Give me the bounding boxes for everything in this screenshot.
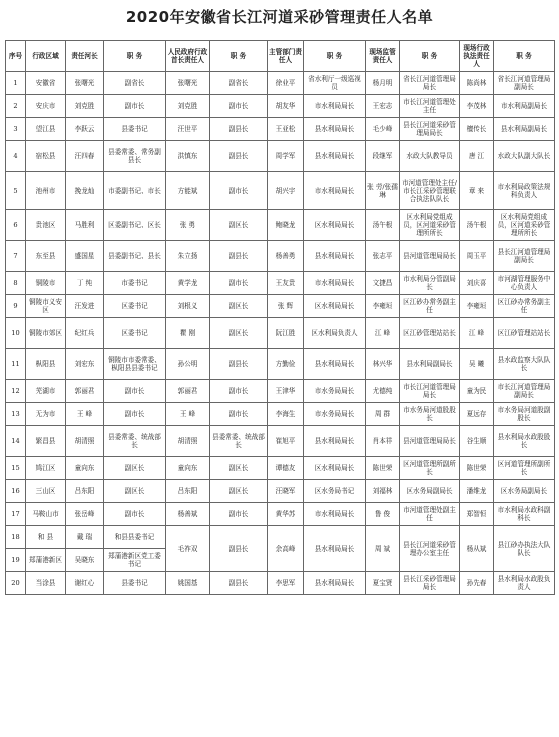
cell-gov-head: 刘克胜	[166, 95, 210, 118]
cell-gov-head: 郭丽君	[166, 380, 210, 403]
cell-enforcement-head: 孙先春	[460, 572, 494, 595]
cell-gov-head: 杨善斌	[166, 503, 210, 526]
cell-enforcement-head-title: 县水政监察大队队长	[494, 349, 555, 380]
table-row	[6, 210, 555, 241]
cell-index: 18	[6, 526, 26, 549]
cell-site-supervisor-title: 县河道管理局局长	[400, 426, 460, 457]
cell-region: 三山区	[26, 480, 66, 503]
cell-enforcement-head-title: 市长江河道管理局副局长	[494, 380, 555, 403]
cell-river-chief: 李跃云	[66, 118, 104, 141]
table-row	[6, 380, 555, 403]
cell-gov-head: 张曙光	[166, 72, 210, 95]
cell-river-chief-title: 县委常委、统战部长	[104, 426, 166, 457]
cell-region: 鸠江区	[26, 457, 66, 480]
cell-index: 5	[6, 172, 26, 210]
cell-dept-head: 阮江胜	[268, 318, 304, 349]
cell-dept-head: 方勤俭	[268, 349, 304, 380]
cell-river-chief-title: 县委书记	[104, 118, 166, 141]
cell-gov-head-title: 副市长	[210, 380, 268, 403]
cell-site-supervisor-title: 省长江河道管理局局长	[400, 72, 460, 95]
table-body	[6, 72, 555, 595]
cell-river-chief-title: 副市长	[104, 503, 166, 526]
cell-site-supervisor-title: 县长江河道采砂管理办公室主任	[400, 526, 460, 572]
cell-dept-head: 徐业平	[268, 72, 304, 95]
cell-gov-head-title: 副区长	[210, 480, 268, 503]
cell-river-chief-title: 区委书记	[104, 295, 166, 318]
cell-index: 6	[6, 210, 26, 241]
cell-site-supervisor-title: 区水务局副局长	[400, 480, 460, 503]
cell-site-supervisor-title: 区水利局党组成员，区河道采砂管理所所长	[400, 210, 460, 241]
cell-enforcement-head-title: 市水利局水政科副科长	[494, 503, 555, 526]
cell-gov-head: 胡清照	[166, 426, 210, 457]
cell-index: 1	[6, 72, 26, 95]
cell-gov-head: 汪世平	[166, 118, 210, 141]
cell-site-supervisor: 张志平	[366, 241, 400, 272]
table-row	[6, 480, 555, 503]
cell-gov-head: 童向东	[166, 457, 210, 480]
cell-site-supervisor: 鲁 俊	[366, 503, 400, 526]
cell-dept-head: 黄华苏	[268, 503, 304, 526]
table-row	[6, 172, 555, 210]
cell-river-chief-title: 县委常委、常务副县长	[104, 141, 166, 172]
header-site-supervisor: 现场监管责任人	[366, 41, 400, 72]
table-row	[6, 572, 555, 595]
cell-enforcement-head: 杨从斌	[460, 526, 494, 572]
cell-enforcement-head: 周玉平	[460, 241, 494, 272]
cell-gov-head: 瞿 刚	[166, 318, 210, 349]
cell-river-chief: 谢红心	[66, 572, 104, 595]
cell-river-chief: 汪发进	[66, 295, 104, 318]
cell-enforcement-head: 潘维龙	[460, 480, 494, 503]
cell-region: 安庆市	[26, 95, 66, 118]
cell-enforcement-head-title: 县水利局水政股股长	[494, 426, 555, 457]
cell-site-supervisor-title: 区河道管理所副所长	[400, 457, 460, 480]
cell-river-chief: 挽龙灿	[66, 172, 104, 210]
cell-gov-head: 毛祚双	[166, 526, 210, 572]
cell-dept-head-title: 县水利局局长	[304, 241, 366, 272]
cell-dept-head-title: 市水务局局长	[304, 403, 366, 426]
cell-gov-head: 刘根义	[166, 295, 210, 318]
cell-dept-head: 王亚松	[268, 118, 304, 141]
cell-dept-head-title: 县水利局局长	[304, 118, 366, 141]
cell-river-chief: 王 峰	[66, 403, 104, 426]
cell-index: 12	[6, 380, 26, 403]
cell-dept-head-title: 区水利局负责人	[304, 318, 366, 349]
cell-index: 10	[6, 318, 26, 349]
cell-dept-head: 王友贵	[268, 272, 304, 295]
cell-gov-head-title: 副市长	[210, 95, 268, 118]
cell-dept-head-title: 县水利局局长	[304, 349, 366, 380]
cell-gov-head-title: 副区长	[210, 210, 268, 241]
cell-site-supervisor: 夏宝贤	[366, 572, 400, 595]
cell-dept-head: 谭德友	[268, 457, 304, 480]
cell-river-chief-title: 铜陵市市委常委、枞阳县县委书记	[104, 349, 166, 380]
cell-enforcement-head: 郑智恒	[460, 503, 494, 526]
cell-index: 20	[6, 572, 26, 595]
cell-gov-head-title: 副市长	[210, 403, 268, 426]
cell-site-supervisor: 文捷昌	[366, 272, 400, 295]
header-index: 序号	[6, 41, 26, 72]
cell-dept-head-title: 区水利局局长	[304, 295, 366, 318]
cell-index: 2	[6, 95, 26, 118]
cell-dept-head: 胡兴宇	[268, 172, 304, 210]
cell-site-supervisor: 杨月明	[366, 72, 400, 95]
header-enforcement-head: 现场行政执法责任人	[460, 41, 494, 72]
document-title: 2020年安徽省长江河道采砂管理责任人名单	[125, 8, 434, 26]
cell-index: 3	[6, 118, 26, 141]
cell-gov-head-title: 副县长	[210, 118, 268, 141]
cell-enforcement-head-title: 区江砂管理站站长	[494, 318, 555, 349]
cell-dept-head-title: 县水利局局长	[304, 426, 366, 457]
cell-dept-head-title: 市水务局局长	[304, 380, 366, 403]
cell-gov-head-title: 副区长	[210, 318, 268, 349]
cell-enforcement-head-title: 区江砂办常务副主任	[494, 295, 555, 318]
cell-site-supervisor: 刘福林	[366, 480, 400, 503]
cell-site-supervisor-title: 县河道管理局局长	[400, 241, 460, 272]
cell-region: 铜陵市	[26, 272, 66, 295]
cell-river-chief-title: 区委副书记、区长	[104, 210, 166, 241]
cell-river-chief-title: 副省长	[104, 72, 166, 95]
cell-river-chief: 张岳峰	[66, 503, 104, 526]
cell-site-supervisor-title: 水政大队教导员	[400, 141, 460, 172]
cell-enforcement-head: 汤午根	[460, 210, 494, 241]
table-row	[6, 241, 555, 272]
cell-river-chief: 郭丽君	[66, 380, 104, 403]
cell-river-chief-title: 郑蒲港新区党工委书记	[104, 549, 166, 572]
cell-enforcement-head: 檀传长	[460, 118, 494, 141]
cell-river-chief-title: 副市长	[104, 380, 166, 403]
cell-river-chief-title: 区委书记	[104, 318, 166, 349]
cell-river-chief: 盛国星	[66, 241, 104, 272]
cell-gov-head-title: 副省长	[210, 72, 268, 95]
cell-region: 铜陵市义安区	[26, 295, 66, 318]
table-row	[6, 118, 555, 141]
cell-gov-head-title: 副县长	[210, 572, 268, 595]
cell-gov-head: 姚国基	[166, 572, 210, 595]
cell-region: 池州市	[26, 172, 66, 210]
cell-site-supervisor-title: 县长江采砂管理局局长	[400, 572, 460, 595]
cell-enforcement-head: 谷生顺	[460, 426, 494, 457]
cell-enforcement-head-title: 水政大队副大队长	[494, 141, 555, 172]
cell-region: 铜陵市郊区	[26, 318, 66, 349]
cell-gov-head: 洪慎东	[166, 141, 210, 172]
cell-site-supervisor-title: 市水利局分管副局长	[400, 272, 460, 295]
header-river-chief-title: 职 务	[104, 41, 166, 72]
cell-enforcement-head: 陈尚林	[460, 72, 494, 95]
cell-river-chief: 刘克胜	[66, 95, 104, 118]
cell-index: 15	[6, 457, 26, 480]
table-row	[6, 526, 555, 549]
cell-enforcement-head-title: 市水利局副局长	[494, 95, 555, 118]
header-site-supervisor-title: 职 务	[400, 41, 460, 72]
cell-region: 繁昌县	[26, 426, 66, 457]
cell-gov-head-title: 副市长	[210, 272, 268, 295]
header-dept-head-title: 职 务	[304, 41, 366, 72]
cell-region: 和 县	[26, 526, 66, 549]
header-gov-head: 人民政府行政首长责任人	[166, 41, 210, 72]
cell-river-chief: 张曙光	[66, 72, 104, 95]
cell-region: 马鞍山市	[26, 503, 66, 526]
cell-site-supervisor: 汤午根	[366, 210, 400, 241]
cell-gov-head: 孙公明	[166, 349, 210, 380]
header-region: 行政区域	[26, 41, 66, 72]
table-row	[6, 95, 555, 118]
cell-river-chief-title: 副区长	[104, 480, 166, 503]
cell-enforcement-head-title: 县水利局副局长	[494, 118, 555, 141]
cell-region: 郑蒲港新区	[26, 549, 66, 572]
cell-enforcement-head: 吴 曦	[460, 349, 494, 380]
cell-enforcement-head-title: 区河道管理所副所长	[494, 457, 555, 480]
cell-enforcement-head: 唐 江	[460, 141, 494, 172]
cell-enforcement-head: 夏远存	[460, 403, 494, 426]
cell-dept-head-title: 县水利局局长	[304, 526, 366, 572]
cell-index: 8	[6, 272, 26, 295]
cell-gov-head-title: 县委常委、统战部长	[210, 426, 268, 457]
cell-index: 9	[6, 295, 26, 318]
cell-gov-head: 朱立扬	[166, 241, 210, 272]
cell-site-supervisor: 陈世荣	[366, 457, 400, 480]
cell-site-supervisor: 毛少峰	[366, 118, 400, 141]
header-river-chief: 责任河长	[66, 41, 104, 72]
cell-dept-head: 鲍晓龙	[268, 210, 304, 241]
cell-site-supervisor-title: 市长江河道管理局局长	[400, 380, 460, 403]
cell-dept-head-title: 市水利局局长	[304, 503, 366, 526]
cell-dept-head-title: 区水利局局长	[304, 210, 366, 241]
cell-dept-head-title: 市水利局局长	[304, 272, 366, 295]
cell-site-supervisor: 江 峰	[366, 318, 400, 349]
cell-region: 芜湖市	[26, 380, 66, 403]
cell-dept-head: 李思军	[268, 572, 304, 595]
cell-dept-head-title: 县水利局局长	[304, 141, 366, 172]
cell-enforcement-head-title: 县长江河道管理局副局长	[494, 241, 555, 272]
cell-region: 当涂县	[26, 572, 66, 595]
cell-enforcement-head: 刘庆喜	[460, 272, 494, 295]
cell-dept-head: 周学军	[268, 141, 304, 172]
cell-site-supervisor: 周 群	[366, 403, 400, 426]
cell-site-supervisor: 周 斌	[366, 526, 400, 572]
table-row	[6, 295, 555, 318]
cell-gov-head-title: 副县长	[210, 349, 268, 380]
cell-gov-head-title: 副市长	[210, 172, 268, 210]
cell-index: 17	[6, 503, 26, 526]
cell-dept-head: 张 辉	[268, 295, 304, 318]
cell-index: 13	[6, 403, 26, 426]
cell-region: 望江县	[26, 118, 66, 141]
cell-river-chief: 马胜利	[66, 210, 104, 241]
cell-enforcement-head: 章 来	[460, 172, 494, 210]
cell-dept-head: 李海生	[268, 403, 304, 426]
cell-river-chief: 纪红兵	[66, 318, 104, 349]
cell-enforcement-head: 李茂林	[460, 95, 494, 118]
cell-river-chief-title: 县委书记	[104, 572, 166, 595]
cell-region: 宿松县	[26, 141, 66, 172]
cell-gov-head: 黄学龙	[166, 272, 210, 295]
cell-river-chief: 吴晓东	[66, 549, 104, 572]
table-row	[6, 349, 555, 380]
table-row	[6, 426, 555, 457]
cell-site-supervisor: 尤德纯	[366, 380, 400, 403]
cell-site-supervisor-title: 市河道管理处副主任	[400, 503, 460, 526]
cell-index: 19	[6, 549, 26, 572]
header-dept-head: 主管部门责任人	[268, 41, 304, 72]
cell-site-supervisor: 林兴华	[366, 349, 400, 380]
cell-site-supervisor: 王宏志	[366, 95, 400, 118]
cell-enforcement-head-title: 区水利局党组成员，区河道采砂管理所所长	[494, 210, 555, 241]
cell-river-chief: 汪四春	[66, 141, 104, 172]
cell-dept-head-title: 县水利局局长	[304, 572, 366, 595]
cell-dept-head: 胡友华	[268, 95, 304, 118]
cell-gov-head: 方能斌	[166, 172, 210, 210]
cell-dept-head: 王津华	[268, 380, 304, 403]
cell-site-supervisor: 肖本祥	[366, 426, 400, 457]
table-row	[6, 503, 555, 526]
cell-site-supervisor-title: 县水利局副局长	[400, 349, 460, 380]
cell-enforcement-head-title: 市河湖管理服务中心负责人	[494, 272, 555, 295]
cell-gov-head: 张 勇	[166, 210, 210, 241]
cell-river-chief: 吕东阳	[66, 480, 104, 503]
cell-dept-head-title: 区水利局局长	[304, 457, 366, 480]
cell-gov-head: 吕东阳	[166, 480, 210, 503]
cell-index: 14	[6, 426, 26, 457]
cell-dept-head: 崔旭平	[268, 426, 304, 457]
cell-dept-head-title: 区水务局书记	[304, 480, 366, 503]
cell-site-supervisor: 张 劳/张孺琳	[366, 172, 400, 210]
cell-dept-head: 余高峰	[268, 526, 304, 572]
cell-site-supervisor: 李雍垣	[366, 295, 400, 318]
cell-enforcement-head-title: 区水务局副局长	[494, 480, 555, 503]
header-enforcement-head-title: 职 务	[494, 41, 555, 72]
cell-dept-head: 汪晓军	[268, 480, 304, 503]
cell-site-supervisor-title: 市长江河道管理处主任	[400, 95, 460, 118]
cell-site-supervisor: 段继军	[366, 141, 400, 172]
cell-gov-head-title: 副县长	[210, 141, 268, 172]
cell-site-supervisor-title: 县长江河道采砂管理局局长	[400, 118, 460, 141]
cell-river-chief: 刘宏东	[66, 349, 104, 380]
cell-river-chief: 童向东	[66, 457, 104, 480]
cell-enforcement-head-title: 省长江河道管理局副局长	[494, 72, 555, 95]
table-row	[6, 72, 555, 95]
cell-region: 枞阳县	[26, 349, 66, 380]
cell-index: 7	[6, 241, 26, 272]
table-header-row	[6, 41, 555, 72]
table-row	[6, 318, 555, 349]
cell-enforcement-head: 童为民	[460, 380, 494, 403]
cell-dept-head-title: 省水利厅一级巡视员	[304, 72, 366, 95]
cell-river-chief-title: 市委副书记、市长	[104, 172, 166, 210]
cell-index: 16	[6, 480, 26, 503]
table-row	[6, 141, 555, 172]
cell-gov-head: 王 峰	[166, 403, 210, 426]
cell-river-chief-title: 副区长	[104, 457, 166, 480]
cell-river-chief-title: 县委副书记、县长	[104, 241, 166, 272]
cell-enforcement-head-title: 市水利局政策法规科负责人	[494, 172, 555, 210]
cell-river-chief-title: 副市长	[104, 403, 166, 426]
cell-dept-head-title: 市水利局局长	[304, 172, 366, 210]
cell-enforcement-head-title: 县江砂办执法大队队长	[494, 526, 555, 572]
header-gov-head-title: 职 务	[210, 41, 268, 72]
cell-region: 无为市	[26, 403, 66, 426]
cell-gov-head-title: 副县长	[210, 526, 268, 572]
cell-region: 东至县	[26, 241, 66, 272]
cell-river-chief-title: 和县县委书记	[104, 526, 166, 549]
cell-enforcement-head: 江 峰	[460, 318, 494, 349]
cell-region: 贵池区	[26, 210, 66, 241]
cell-gov-head-title: 副县长	[210, 241, 268, 272]
table-row	[6, 403, 555, 426]
cell-region: 安徽省	[26, 72, 66, 95]
cell-enforcement-head: 陈世荣	[460, 457, 494, 480]
cell-gov-head-title: 副区长	[210, 295, 268, 318]
cell-site-supervisor-title: 市水务局河道股股长	[400, 403, 460, 426]
cell-enforcement-head: 李雍垣	[460, 295, 494, 318]
cell-dept-head: 杨善勇	[268, 241, 304, 272]
cell-enforcement-head-title: 县水利局水政股负责人	[494, 572, 555, 595]
table-row	[6, 272, 555, 295]
table-row	[6, 457, 555, 480]
cell-dept-head-title: 市水利局局长	[304, 95, 366, 118]
cell-site-supervisor-title: 市河道管理处主任/市长江采砂管理联合执法队队长	[400, 172, 460, 210]
cell-river-chief: 戴 瑞	[66, 526, 104, 549]
cell-site-supervisor-title: 区江砂管理站站长	[400, 318, 460, 349]
cell-gov-head-title: 副市长	[210, 503, 268, 526]
cell-river-chief-title: 副市长	[104, 95, 166, 118]
cell-index: 11	[6, 349, 26, 380]
cell-enforcement-head-title: 市水务局河道股副股长	[494, 403, 555, 426]
cell-index: 4	[6, 141, 26, 172]
cell-gov-head-title: 副区长	[210, 457, 268, 480]
cell-site-supervisor-title: 区江砂办常务副主任	[400, 295, 460, 318]
cell-river-chief-title: 市委书记	[104, 272, 166, 295]
cell-river-chief: 丁 纯	[66, 272, 104, 295]
cell-river-chief: 胡清照	[66, 426, 104, 457]
responsibility-table	[5, 40, 555, 595]
